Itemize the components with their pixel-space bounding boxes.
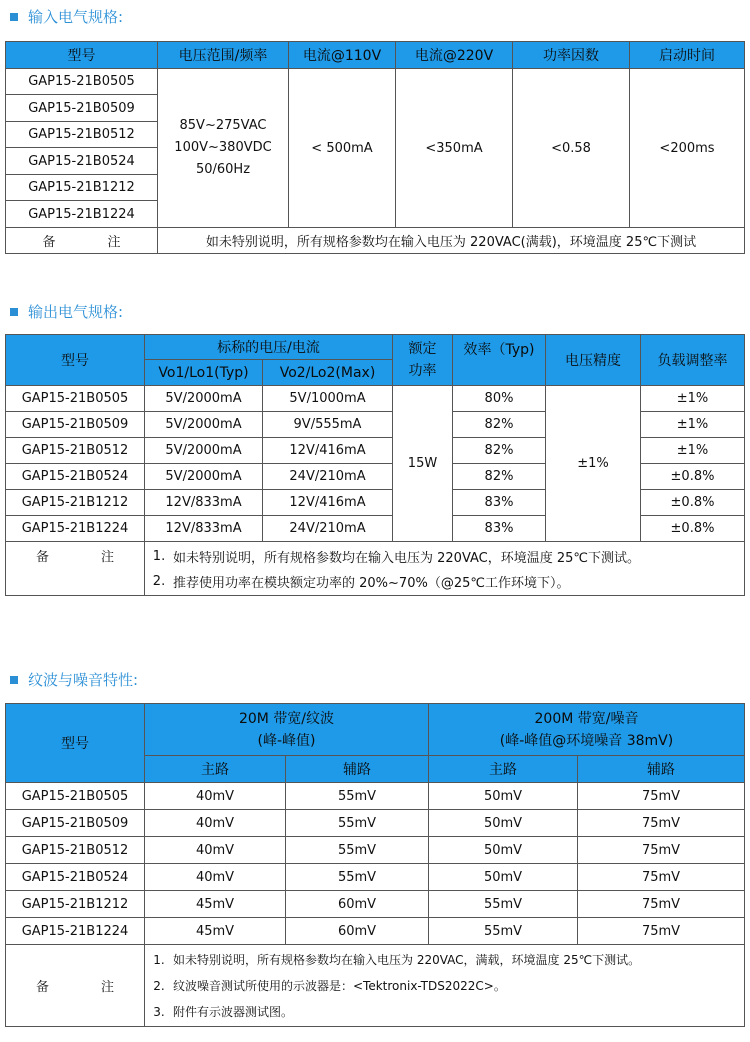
header-cell: 辅路 (286, 756, 429, 783)
table-header-row (6, 42, 745, 69)
model-cell: GAP15-21B0505 (6, 783, 145, 810)
noise-main-cell: 55mV (429, 918, 578, 945)
efficiency-cell: 83% (453, 490, 546, 516)
note-label: 备 注 (6, 945, 145, 1027)
note-row (6, 228, 745, 254)
power-factor-cell: <0.58 (513, 69, 630, 228)
noise-aux-cell: 75mV (578, 918, 745, 945)
noise-main-cell: 50mV (429, 810, 578, 837)
vo2-cell: 12V/416mA (263, 490, 393, 516)
notes-cell (145, 542, 745, 596)
note-row (6, 945, 745, 1027)
voltage-range-cell: 85V~275VAC 100V~380VDC 50/60Hz (158, 69, 289, 228)
model-cell: GAP15-21B0505 (6, 386, 145, 412)
header-cell: 型号 (6, 335, 145, 386)
square-bullet-icon (10, 13, 18, 21)
table-row (6, 69, 745, 95)
note-line: 2. 推荐使用功率在模块额定功率的 20%~70%（@25℃工作环境下）。 (152, 573, 570, 591)
load-regulation-cell: ±1% (641, 438, 745, 464)
header-cell: 主路 (429, 756, 578, 783)
ripple-main-cell: 40mV (145, 783, 286, 810)
table-row (6, 864, 745, 891)
ripple-aux-cell: 55mV (286, 783, 429, 810)
output-section-title: 输出电气规格: (10, 301, 123, 322)
vo1-cell: 5V/2000mA (145, 386, 263, 412)
current-110-cell: < 500mA (289, 69, 396, 228)
model-cell: GAP15-21B1224 (6, 201, 158, 228)
vo2-cell: 24V/210mA (263, 516, 393, 542)
ripple-main-cell: 45mV (145, 918, 286, 945)
ripple-noise-table (5, 703, 745, 1027)
load-regulation-cell: ±0.8% (641, 490, 745, 516)
header-cell: 效率（Typ) (453, 335, 546, 386)
current-220-cell: <350mA (396, 69, 513, 228)
header-cell: Vo1/Lo1(Typ) (145, 360, 263, 386)
header-cell: 辅路 (578, 756, 745, 783)
note-text: 如未特别说明，所有规格参数均在输入电压为 220VAC(满载)，环境温度 25℃下测试 (158, 228, 745, 254)
note-line: 2. 纹波噪音测试所使用的示波器是：<Tektronix-TDS2022C>。 (153, 978, 506, 993)
noise-main-cell: 50mV (429, 783, 578, 810)
note-row (6, 542, 745, 596)
ripple-aux-cell: 55mV (286, 837, 429, 864)
model-cell: GAP15-21B1224 (6, 516, 145, 542)
model-cell: GAP15-21B1212 (6, 891, 145, 918)
note-line: 1. 如未特别说明，所有规格参数均在输入电压为 220VAC，满载，环境温度 25℃下测试。 (153, 952, 641, 967)
model-cell: GAP15-21B0512 (6, 837, 145, 864)
efficiency-cell: 80% (453, 386, 546, 412)
noise-aux-cell: 75mV (578, 891, 745, 918)
ripple-main-cell: 40mV (145, 837, 286, 864)
vo2-cell: 9V/555mA (263, 412, 393, 438)
note-line: 3. 附件有示波器测试图。 (153, 1004, 294, 1019)
output-spec-table (5, 334, 745, 596)
noise-aux-cell: 75mV (578, 783, 745, 810)
header-cell: 20M 带宽/纹波 (峰-峰值) (145, 704, 429, 756)
ripple-aux-cell: 60mV (286, 891, 429, 918)
input-spec-table (5, 41, 745, 254)
note-label: 备 注 (6, 228, 158, 254)
vo1-cell: 5V/2000mA (145, 438, 263, 464)
table-row (6, 891, 745, 918)
vo1-cell: 12V/833mA (145, 516, 263, 542)
voltage-accuracy-cell: ±1% (546, 386, 641, 542)
header-cell: 额定 功率 (393, 335, 453, 386)
load-regulation-cell: ±0.8% (641, 464, 745, 490)
noise-aux-cell: 75mV (578, 864, 745, 891)
ripple-main-cell: 40mV (145, 864, 286, 891)
note-line: 1. 如未特别说明，所有规格参数均在输入电压为 220VAC，环境温度 25℃下测试。 (152, 548, 641, 566)
ripple-aux-cell: 60mV (286, 918, 429, 945)
table-row (6, 810, 745, 837)
table-row (6, 918, 745, 945)
square-bullet-icon (10, 308, 18, 316)
vo1-cell: 5V/2000mA (145, 464, 263, 490)
vo2-cell: 24V/210mA (263, 464, 393, 490)
ripple-main-cell: 40mV (145, 810, 286, 837)
ripple-aux-cell: 55mV (286, 810, 429, 837)
vo1-cell: 12V/833mA (145, 490, 263, 516)
ripple-section-title: 纹波与噪音特性: (10, 669, 138, 690)
vo2-cell: 5V/1000mA (263, 386, 393, 412)
model-cell: GAP15-21B1224 (6, 918, 145, 945)
load-regulation-cell: ±1% (641, 386, 745, 412)
model-cell: GAP15-21B0509 (6, 95, 158, 122)
model-cell: GAP15-21B0512 (6, 122, 158, 148)
table-row (6, 386, 745, 412)
ripple-aux-cell: 55mV (286, 864, 429, 891)
noise-main-cell: 50mV (429, 864, 578, 891)
note-label: 备 注 (6, 542, 145, 596)
header-cell: 电压范围/频率 (158, 42, 289, 69)
model-cell: GAP15-21B0512 (6, 438, 145, 464)
noise-main-cell: 50mV (429, 837, 578, 864)
model-cell: GAP15-21B0524 (6, 864, 145, 891)
load-regulation-cell: ±0.8% (641, 516, 745, 542)
startup-time-cell: <200ms (630, 69, 745, 228)
notes-cell (145, 945, 745, 1027)
vo2-cell: 12V/416mA (263, 438, 393, 464)
model-cell: GAP15-21B0524 (6, 464, 145, 490)
noise-main-cell: 55mV (429, 891, 578, 918)
header-cell: 标称的电压/电流 (145, 335, 393, 360)
noise-aux-cell: 75mV (578, 837, 745, 864)
header-cell: 型号 (6, 704, 145, 783)
header-cell: 启动时间 (630, 42, 745, 69)
input-section-title: 输入电气规格: (10, 6, 123, 27)
vo1-cell: 5V/2000mA (145, 412, 263, 438)
noise-aux-cell: 75mV (578, 810, 745, 837)
square-bullet-icon (10, 676, 18, 684)
model-cell: GAP15-21B1212 (6, 175, 158, 201)
table-header-row (6, 335, 745, 360)
efficiency-cell: 82% (453, 464, 546, 490)
rated-power-cell: 15W (393, 386, 453, 542)
efficiency-cell: 82% (453, 438, 546, 464)
model-cell: GAP15-21B0524 (6, 148, 158, 175)
table-row (6, 837, 745, 864)
header-cell: 功率因数 (513, 42, 630, 69)
header-cell: 200M 带宽/噪音 (峰-峰值@环境噪音 38mV) (429, 704, 745, 756)
model-cell: GAP15-21B0505 (6, 69, 158, 95)
header-cell: 电流@110V (289, 42, 396, 69)
header-cell: 主路 (145, 756, 286, 783)
header-cell: 负载调整率 (641, 335, 745, 386)
header-cell: 型号 (6, 42, 158, 69)
efficiency-cell: 83% (453, 516, 546, 542)
model-cell: GAP15-21B0509 (6, 412, 145, 438)
header-cell: 电流@220V (396, 42, 513, 69)
ripple-main-cell: 45mV (145, 891, 286, 918)
table-row (6, 783, 745, 810)
model-cell: GAP15-21B0509 (6, 810, 145, 837)
table-header-row (6, 704, 745, 756)
load-regulation-cell: ±1% (641, 412, 745, 438)
header-cell: Vo2/Lo2(Max) (263, 360, 393, 386)
header-cell: 电压精度 (546, 335, 641, 386)
model-cell: GAP15-21B1212 (6, 490, 145, 516)
efficiency-cell: 82% (453, 412, 546, 438)
